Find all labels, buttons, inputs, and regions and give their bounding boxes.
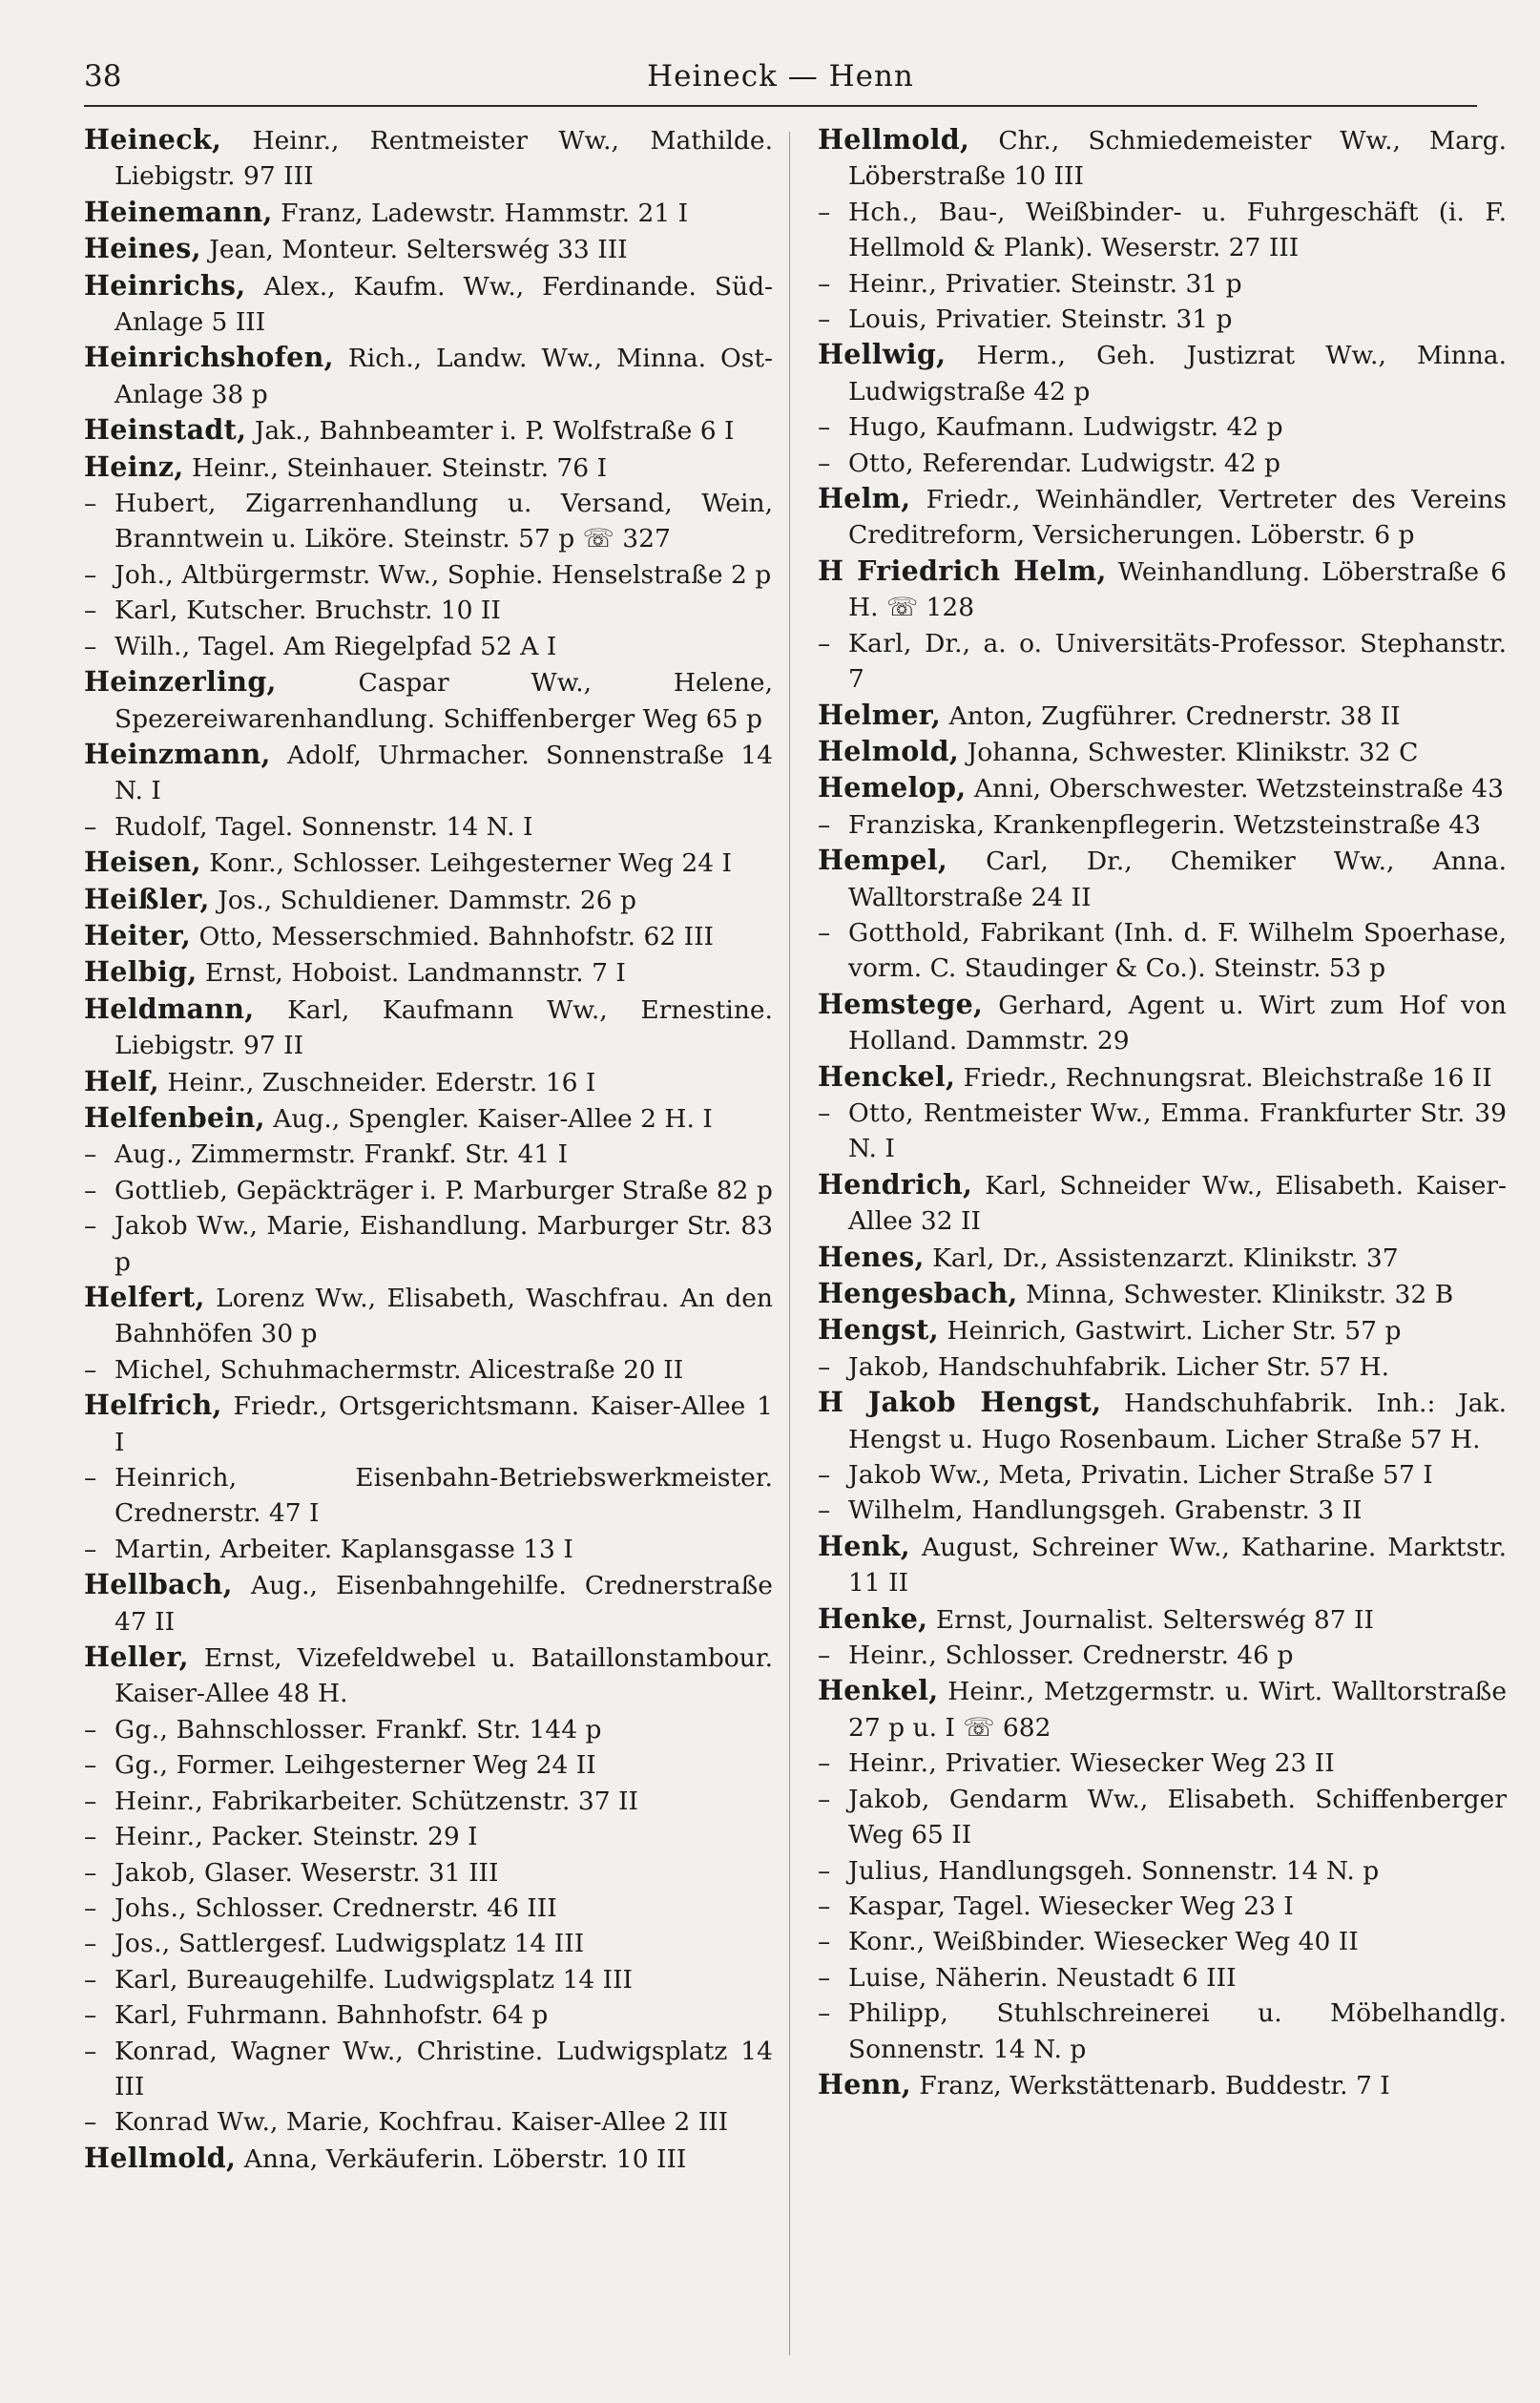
entry-details: Former. Leihgesterner Weg 24 II [168,1750,596,1781]
directory-entry [84,1532,773,1567]
directory-entry [818,1276,1507,1312]
directory-entry [818,915,1507,987]
directory-entry [84,954,773,991]
directory-entry [818,1167,1507,1240]
ditto-dash: – [84,1786,97,1816]
entry-name: Heinrichshofen, [84,341,334,374]
entry-name: Heisen, [84,846,201,879]
entry-details: Schlosser. Crednerstr. 46 p [937,1640,1294,1671]
entry-name: Hch., [848,197,919,227]
entry-details: Bahnschlosser. Frankf. Str. 144 p [168,1714,602,1745]
directory-entry [84,1640,773,1712]
entry-name: Martin, [114,1534,213,1564]
entry-details: Gepäckträger i. P. Marburger Straße 82 p [228,1175,773,1205]
entry-name: Henke, [818,1601,928,1635]
entry-details: Anton, Zugführer. Crednerstr. 38 II [941,700,1401,731]
entry-details: Näherin. Neustadt 6 III [926,1962,1237,1993]
entry-name: Michel, [114,1354,213,1385]
entry-details: Karl, Schneider Ww., Elisabeth. Kaiser-Allee 32 II [848,1170,1507,1237]
entry-name: Heinr., [848,1748,938,1779]
ditto-dash: – [84,1139,97,1170]
directory-entry [84,1891,773,1926]
entry-name: Hemelop, [818,771,967,804]
entry-name: Helfrich, [84,1389,222,1422]
directory-entry [818,195,1507,266]
ditto-dash: – [84,2107,97,2138]
directory-entry [84,737,773,809]
ditto-dash: – [84,1750,97,1781]
entry-name: Helfert, [84,1281,205,1313]
entry-name: Heller, [84,1640,189,1674]
directory-entry [84,1962,773,1997]
directory-entry [84,412,773,449]
entry-name: Heinemann, [84,195,273,228]
directory-entry [84,557,773,593]
entry-details: Heinr., Metzgermstr. u. Wirt. Walltorstraße 27 p u. I ☏ 682 [848,1677,1507,1743]
ditto-dash: – [84,811,97,842]
entry-name: Gottlieb, [114,1175,229,1205]
entry-name: H Friedrich Helm, [818,554,1107,587]
directory-entry [84,486,773,557]
entry-name: Heiter, [84,918,192,951]
entry-name: Karl, [114,1964,178,1995]
directory-entry [818,1889,1507,1924]
entry-details: Heinrich, Gastwirt. Licher Str. 57 p [938,1316,1402,1347]
entry-name: Wilh., [114,631,191,661]
entry-name: Karl, [848,628,912,658]
entry-name: Jakob, [848,1351,930,1382]
directory-entry [84,195,773,231]
ditto-dash: – [818,1927,831,1957]
entry-name: Karl, [114,596,178,626]
entry-name: Heinr., [114,1786,204,1816]
directory-entry [818,1673,1507,1745]
entry-name: Hubert, [114,489,217,519]
entry-details: Heinr., Steinhauer. Steinstr. 76 I [183,452,608,483]
ditto-dash: – [818,1891,831,1921]
entry-details: Anna, Verkäuferin. Löberstr. 10 III [236,2143,687,2174]
ditto-dash: – [84,1822,97,1852]
page-header [84,57,1477,107]
entry-name: Konrad, [114,2036,219,2066]
entry-details: Heinr., Rentmeister Ww., Mathilde. Liebigstr. 97 III [114,126,773,192]
directory-entry [84,1208,773,1280]
entry-details: Jean, Monteur. Selterswég 33 III [200,235,628,265]
entry-details: Franz, Werkstättenarb. Buddestr. 7 I [910,2070,1390,2100]
entry-name: Heinzerling, [84,665,277,699]
entry-details: Packer. Steinstr. 29 I [203,1822,478,1852]
directory-entry [84,1100,773,1137]
entry-name: Heines, [84,232,201,265]
entry-name: Konr., [848,1927,926,1957]
entry-details: Bau-, Weißbinder- u. Fuhrgeschäft (i. F. Hellmold & Plank). Weserstr. 27 III [848,197,1507,263]
directory-entry [84,845,773,881]
directory-entry [818,1745,1507,1781]
ditto-dash: – [84,2036,97,2066]
directory-entry [84,992,773,1064]
entry-name: Heinstadt, [84,413,247,447]
entry-name: Helfenbein, [84,1100,265,1134]
entry-details: Aug., Eisenbahngehilfe. Crednerstraße 47 II [114,1571,773,1637]
directory-entry [818,2067,1507,2103]
directory-entry [818,1493,1507,1528]
ditto-dash: – [818,1351,831,1382]
entry-details: Glaser. Weserstr. 31 III [196,1857,499,1888]
entry-name: Hellmold, [818,123,970,156]
directory-entry [84,1855,773,1891]
directory-entry [818,734,1507,770]
entry-details: Carl, Dr., Chemiker Ww., Anna. Walltorstraße 24 II [848,846,1507,912]
directory-entry [84,1926,773,1961]
directory-entry [84,268,773,341]
directory-entry [84,1712,773,1747]
directory-entry [818,843,1507,915]
entry-details: Friedr., Rechnungsrat. Bleichstraße 16 II [955,1062,1492,1093]
entry-details: Kutscher. Bruchstr. 10 II [177,596,501,626]
entry-name: Hendrich, [818,1167,973,1201]
entry-name: Henes, [818,1240,925,1273]
entry-details: Stuhlschreinerei u. Möbelhandlg. Sonnenstr. 14 N. p [848,1998,1507,2064]
entry-name: Heinr., [848,1640,938,1671]
entry-name: Heinrichs, [84,268,246,302]
directory-entry [818,1529,1507,1601]
entry-name: Hemstege, [818,987,984,1020]
entry-name: Heinzmann, [84,737,271,770]
directory-entry [84,1352,773,1388]
entry-name: Heineck, [84,123,222,156]
entry-name: Hellmold, [84,2141,237,2174]
entry-name: Kaspar, [848,1891,947,1921]
entry-name: Heinrich, [114,1463,238,1494]
right-column [818,122,1507,2103]
entry-details: Wagner Ww., Christine. Ludwigsplatz 14 III [114,2036,773,2101]
entry-details: Franz, Ladewstr. Hammstr. 21 I [272,198,689,228]
directory-entry [818,1601,1507,1638]
ditto-dash: – [818,628,831,658]
directory-entry [818,626,1507,698]
directory-entry [818,481,1507,554]
entry-name: Jakob, [114,1857,197,1888]
directory-entry [818,698,1507,734]
entry-name: Hellbach, [84,1568,233,1601]
entry-details: Ernst, Journalist. Selterswég 87 II [927,1604,1374,1635]
directory-entry [84,1567,773,1640]
entry-details: Gendarm Ww., Elisabeth. Schiffenberger Weg 65 II [848,1784,1507,1850]
entry-details: Anni, Oberschwester. Wetzsteinstraße 43 [966,774,1504,804]
page-number: 38 [84,59,122,94]
entry-details: Adolf, Uhrmacher. Sonnenstraße 14 N. I [114,740,773,806]
entry-name: Philipp, [848,1998,949,2029]
entry-details: Bureaugehilfe. Ludwigsplatz 14 III [177,1964,634,1995]
directory-entry [84,918,773,954]
entry-details: Jos., Schuldiener. Dammstr. 26 p [209,885,636,915]
directory-entry [84,809,773,845]
entry-name: Hengesbach, [818,1277,1018,1309]
ditto-dash: – [818,1748,831,1779]
entry-details: Rentmeister Ww., Emma. Frankfurter Str. 39 N. I [848,1097,1507,1164]
entry-name: Konrad [114,2107,210,2138]
entry-details: Tagel. Sonnenstr. 14 N. I [207,811,533,842]
ditto-dash: – [818,1855,831,1886]
entry-name: Rudolf, [114,811,208,842]
entry-details: Ww., Marie, Kochfrau. Kaiser-Allee 2 III [209,2107,729,2138]
entry-details: Weinhandlung. Löberstraße 6 H. ☏ 128 [848,556,1507,623]
entry-details: Fuhrmann. Bahnhofstr. 64 p [177,2000,549,2031]
entry-details: Johanna, Schwester. Klinikstr. 32 C [959,737,1419,767]
ditto-dash: – [818,448,831,478]
entry-name: H Jakob Hengst, [818,1386,1102,1419]
entry-details: Friedr., Ortsgerichtsmann. Kaiser-Allee 1 I [114,1391,773,1457]
ditto-dash: – [84,1857,97,1888]
directory-entry [818,1996,1507,2067]
directory-entry [84,1173,773,1208]
entry-name: Heldmann, [84,992,255,1025]
entry-name: Henn, [818,2067,911,2100]
entry-name: Henkel, [818,1674,939,1707]
directory-entry [84,231,773,267]
directory-entry [84,664,773,737]
entry-details: Ernst, Vizefeldwebel u. Bataillonstambour. Kaiser-Allee 48 H. [114,1643,773,1709]
entry-name: Luise, [848,1962,927,1993]
ditto-dash: – [84,631,97,661]
entry-details: Herm., Geh. Justizrat Ww., Minna. Ludwigstraße 42 p [848,341,1507,407]
directory-entry [84,2034,773,2105]
ditto-dash: – [84,1714,97,1745]
entry-name: Henk, [818,1529,910,1562]
entry-name: Gg., [114,1714,169,1745]
directory-entry [818,807,1507,843]
directory-entry [84,1137,773,1172]
entry-details: Ernst, Hoboist. Landmannstr. 7 I [197,958,626,989]
entry-details: Zimmermstr. Frankf. Str. 41 I [182,1139,569,1170]
directory-entry [818,1059,1507,1096]
ditto-dash: – [84,1892,97,1923]
entry-details: Rich., Landw. Ww., Minna. Ost-Anlage 38 p [114,344,773,409]
ditto-dash: – [818,1495,831,1526]
directory-entry [818,1349,1507,1385]
entry-details: Gerhard, Agent u. Wirt zum Hof von Holland. Dammstr. 29 [848,990,1507,1056]
entry-details: Altbürgermstr. Ww., Sophie. Henselstraße 2 p [174,559,772,590]
directory-entry [84,1064,773,1100]
entry-name: Jakob [848,1460,922,1491]
ditto-dash: – [84,1211,97,1242]
ditto-dash: – [84,559,97,590]
directory-entry [84,1819,773,1854]
ditto-dash: – [84,489,97,519]
directory-entry [84,629,773,664]
ditto-dash: – [818,1640,831,1671]
left-column [84,122,773,2177]
ditto-dash: – [84,2000,97,2031]
entry-details: Handschuhfabrik. Inh.: Jak. Hengst u. Hugo Rosenbaum. Licher Straße 57 H. [848,1389,1508,1454]
entry-details: Eisenbahn-Betriebswerkmeister. Crednerstr. 47 I [114,1463,773,1529]
ditto-dash: – [84,1534,97,1564]
directory-entry [818,1312,1507,1348]
entry-name: Aug., [114,1139,183,1170]
entry-name: Hugo, [848,412,928,443]
column-divider [789,132,790,2355]
ditto-dash: – [818,809,831,840]
directory-entry [818,302,1507,337]
ditto-dash: – [84,1175,97,1205]
entry-name: Helf, [84,1064,159,1097]
directory-entry [818,1385,1507,1457]
directory-entry [84,1747,773,1783]
entry-details: Fabrikarbeiter. Schützenstr. 37 II [203,1786,638,1816]
entry-details: Schuhmachermstr. Alicestraße 20 II [212,1354,684,1385]
entry-details: Zigarrenhandlung u. Versand, Wein, Branntwein u. Liköre. Steinstr. 57 p ☏ 327 [114,489,773,554]
entry-details: Schlosser. Crednerstr. 46 III [186,1892,557,1923]
entry-name: Henckel, [818,1059,956,1093]
ditto-dash: – [84,1354,97,1385]
entry-details: Lorenz Ww., Elisabeth, Waschfrau. An den Bahnhöfen 30 p [114,1284,773,1349]
entry-name: Hellwig, [818,338,947,371]
entry-name: Jakob, [848,1784,930,1814]
entry-name: Otto, [848,448,914,478]
entry-details: Tagel. Am Riegelpfad 52 A I [190,631,557,661]
directory-entry [84,2141,773,2177]
entry-details: Jak., Bahnbeamter i. P. Wolfstraße 6 I [246,416,735,447]
entry-details: Konr., Schlosser. Leihgesterner Weg 24 I [200,848,733,879]
directory-entry [818,409,1507,445]
directory-entry [818,1960,1507,1996]
entry-name: Otto, [848,1097,914,1128]
directory-entry [818,1240,1507,1276]
directory-entry [818,554,1507,626]
ditto-dash: – [84,1463,97,1494]
entry-details: August, Schreiner Ww., Katharine. Marktstr. 11 II [848,1532,1507,1599]
entry-name: Wilhelm, [848,1495,964,1526]
directory-entry [84,2104,773,2140]
directory-entry [818,1457,1507,1493]
entry-name: Heinz, [84,449,184,483]
entry-name: Heißler, [84,882,210,915]
entry-name: Hempel, [818,844,948,877]
directory-entry [818,1638,1507,1673]
directory-entry [818,1096,1507,1167]
entry-name: Hengst, [818,1313,939,1347]
directory-entry [84,1460,773,1532]
directory-entry [818,446,1507,481]
directory-entry [818,1782,1507,1853]
entry-details: Minna, Schwester. Klinikstr. 32 B [1017,1280,1454,1309]
entry-details: Privatier. Steinstr. 31 p [937,268,1242,299]
ditto-dash: – [818,1097,831,1128]
directory-entry [818,337,1507,409]
entry-name: Jos., [114,1929,171,1959]
ditto-dash: – [818,304,831,335]
ditto-dash: – [818,1962,831,1993]
entry-name: Gotthold, [848,917,971,948]
entry-details: Handlungsgeh. Sonnenstr. 14 N. p [929,1855,1380,1886]
directory-entry [84,1997,773,2033]
entry-details: Ww., Meta, Privatin. Licher Straße 57 I [921,1460,1433,1491]
entry-details: Friedr., Weinhändler, Vertreter des Vereins Creditreform, Versicherungen. Löberstr. 6 p [848,485,1507,551]
entry-details: Aug., Spengler. Kaiser-Allee 2 H. I [264,1103,713,1134]
entry-details: Privatier. Steinstr. 31 p [926,304,1233,335]
ditto-dash: – [818,917,831,948]
directory-entry [84,340,773,412]
ditto-dash: – [84,1964,97,1995]
entry-name: Helmer, [818,698,942,731]
directory-entry [84,449,773,486]
entry-details: Ww., Marie, Eishandlung. Marburger Str. 83 p [114,1211,773,1277]
entry-details: Krankenpflegerin. Wetzsteinstraße 43 [985,809,1481,840]
directory-entry [84,593,773,628]
entry-details: Tagel. Wiesecker Weg 23 I [946,1891,1294,1921]
entry-details: Handlungsgeh. Grabenstr. 3 II [963,1495,1363,1526]
directory-entry [818,987,1507,1059]
directory-entry [818,266,1507,302]
ditto-dash: – [818,268,831,299]
entry-name: Jakob [114,1211,188,1242]
directory-entry [84,882,773,918]
entry-details: Fabrikant (Inh. d. F. Wilhelm Spoerhase, vorm. C. Staudinger & Co.). Steinstr. 53 p [848,917,1507,984]
entry-details: Sattlergesf. Ludwigsplatz 14 III [170,1929,585,1959]
entry-details: Dr., a. o. Universitäts-Professor. Stephanstr. 7 [848,628,1507,695]
entry-details: Chr., Schmiedemeister Ww., Marg. Löberstraße 10 III [848,126,1507,192]
ditto-dash: – [818,1460,831,1491]
entry-details: Caspar Ww., Helene, Spezereiwarenhandlung. Schiffenberger Weg 65 p [114,668,773,734]
ditto-dash: – [818,1998,831,2029]
directory-entry [84,1784,773,1819]
entry-name: Joh., [114,559,174,590]
entry-details: Handschuhfabrik. Licher Str. 57 H. [929,1351,1390,1382]
ditto-dash: – [818,197,831,227]
directory-entry [84,122,773,195]
entry-details: Kaufmann. Ludwigstr. 42 p [927,412,1283,443]
entry-name: Heinr., [848,268,938,299]
entry-details: Weißbinder. Wiesecker Weg 40 II [925,1927,1359,1957]
entry-name: Gg., [114,1750,169,1781]
entry-details: Arbeiter. Kaplansgasse 13 I [212,1534,573,1564]
directory-entry [84,1388,773,1460]
entry-name: Louis, [848,304,927,335]
entry-name: Heinr., [114,1822,204,1852]
entry-name: Helmold, [818,734,960,767]
directory-entry [818,122,1507,195]
entry-name: Johs., [114,1892,187,1923]
entry-details: Referendar. Ludwigstr. 42 p [913,448,1280,478]
entry-name: Julius, [848,1855,930,1886]
entry-name: Franziska, [848,809,986,840]
ditto-dash: – [84,596,97,626]
entry-name: Helbig, [84,955,198,989]
directory-entry [84,1280,773,1352]
directory-entry [818,770,1507,806]
running-head: Heineck — Henn [647,59,914,94]
entry-details: Heinr., Zuschneider. Ederstr. 16 I [158,1067,596,1097]
entry-details: Alex., Kaufm. Ww., Ferdinande. Süd-Anlage 5 III [114,271,773,338]
entry-details: Privatier. Wiesecker Weg 23 II [937,1748,1335,1779]
entry-details: Otto, Messerschmied. Bahnhofstr. 62 III [191,921,715,951]
ditto-dash: – [818,1784,831,1814]
entry-name: Karl, [114,2000,178,2031]
ditto-dash: – [84,1929,97,1959]
ditto-dash: – [818,412,831,443]
entry-details: Karl, Kaufmann Ww., Ernestine. Liebigstr. 97 II [114,994,773,1061]
directory-entry [818,1924,1507,1959]
directory-entry [818,1853,1507,1889]
entry-details: Karl, Dr., Assistenzarzt. Klinikstr. 37 [924,1243,1399,1273]
entry-name: Helm, [818,482,911,515]
